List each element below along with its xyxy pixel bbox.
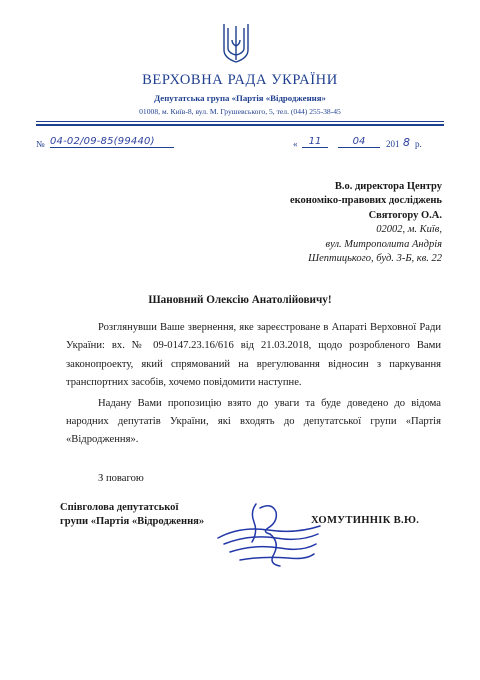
ref-year-unit: р. bbox=[415, 139, 422, 149]
group-subtitle: Депутатська група «Партія «Відродження» bbox=[154, 93, 326, 103]
handwritten-signature bbox=[210, 498, 330, 570]
ref-number-label: № bbox=[36, 139, 45, 149]
reference-line bbox=[36, 136, 446, 156]
recipient-name: Святогору О.А. bbox=[368, 209, 442, 221]
ref-number: 04-02/09-85(99440) bbox=[50, 136, 174, 148]
ref-month: 04 bbox=[338, 136, 380, 148]
ref-day-quote: « bbox=[293, 139, 298, 149]
recipient-organization: економіко-правових досліджень bbox=[289, 195, 442, 207]
recipient-street: вул. Митрополита Андрія bbox=[325, 238, 442, 250]
ref-year-suffix: 8 bbox=[403, 136, 410, 149]
recipient-city: 02002, м. Київ, bbox=[376, 224, 442, 236]
closing: З повагою bbox=[98, 473, 144, 484]
position-line-1: Співголова депутатської bbox=[60, 502, 179, 513]
salutation: Шановний Олексію Анатолійовичу! bbox=[148, 294, 332, 306]
ref-year-prefix: 201 bbox=[386, 139, 400, 149]
header-divider-thick bbox=[36, 124, 444, 126]
recipient-block bbox=[212, 180, 442, 266]
header-divider bbox=[36, 121, 444, 122]
trident-icon bbox=[222, 20, 250, 64]
signatory-name: ХОМУТИННІК В.Ю. bbox=[311, 515, 420, 526]
signatory-position bbox=[60, 501, 204, 529]
body-paragraph-2: Надану Вами пропозицію взято до уваги та буде доведено до відома народних депутатів України, які входять до депутатської групи «Партія «Відродження». bbox=[66, 397, 441, 446]
letterhead-address: 01008, м. Київ-8, вул. М. Грушевського, 5, тел. (044) 255-38-45 bbox=[139, 107, 341, 116]
parliament-title: ВЕРХОВНА РАДА УКРАЇНИ bbox=[142, 72, 338, 88]
recipient-building: Шептицького, буд. 3-Б, кв. 22 bbox=[308, 253, 442, 265]
position-line-2: групи «Партія «Відродження» bbox=[60, 516, 205, 527]
body-paragraph-1: Розглянувши Ваше звернення, яке зареєстроване в Апараті Верховної Ради України: вх. № 09-0147.23.16/616 від 21.03.2018, щодо розробленого Вами законопроекту, який спрямований на врегулювання відносин з паркування транспортних засобів, хочемо повідомити наступне. bbox=[66, 322, 441, 389]
ref-day: 11 bbox=[302, 136, 328, 148]
recipient-title: В.о. директора Центру bbox=[334, 181, 442, 192]
letter-body bbox=[66, 319, 441, 450]
